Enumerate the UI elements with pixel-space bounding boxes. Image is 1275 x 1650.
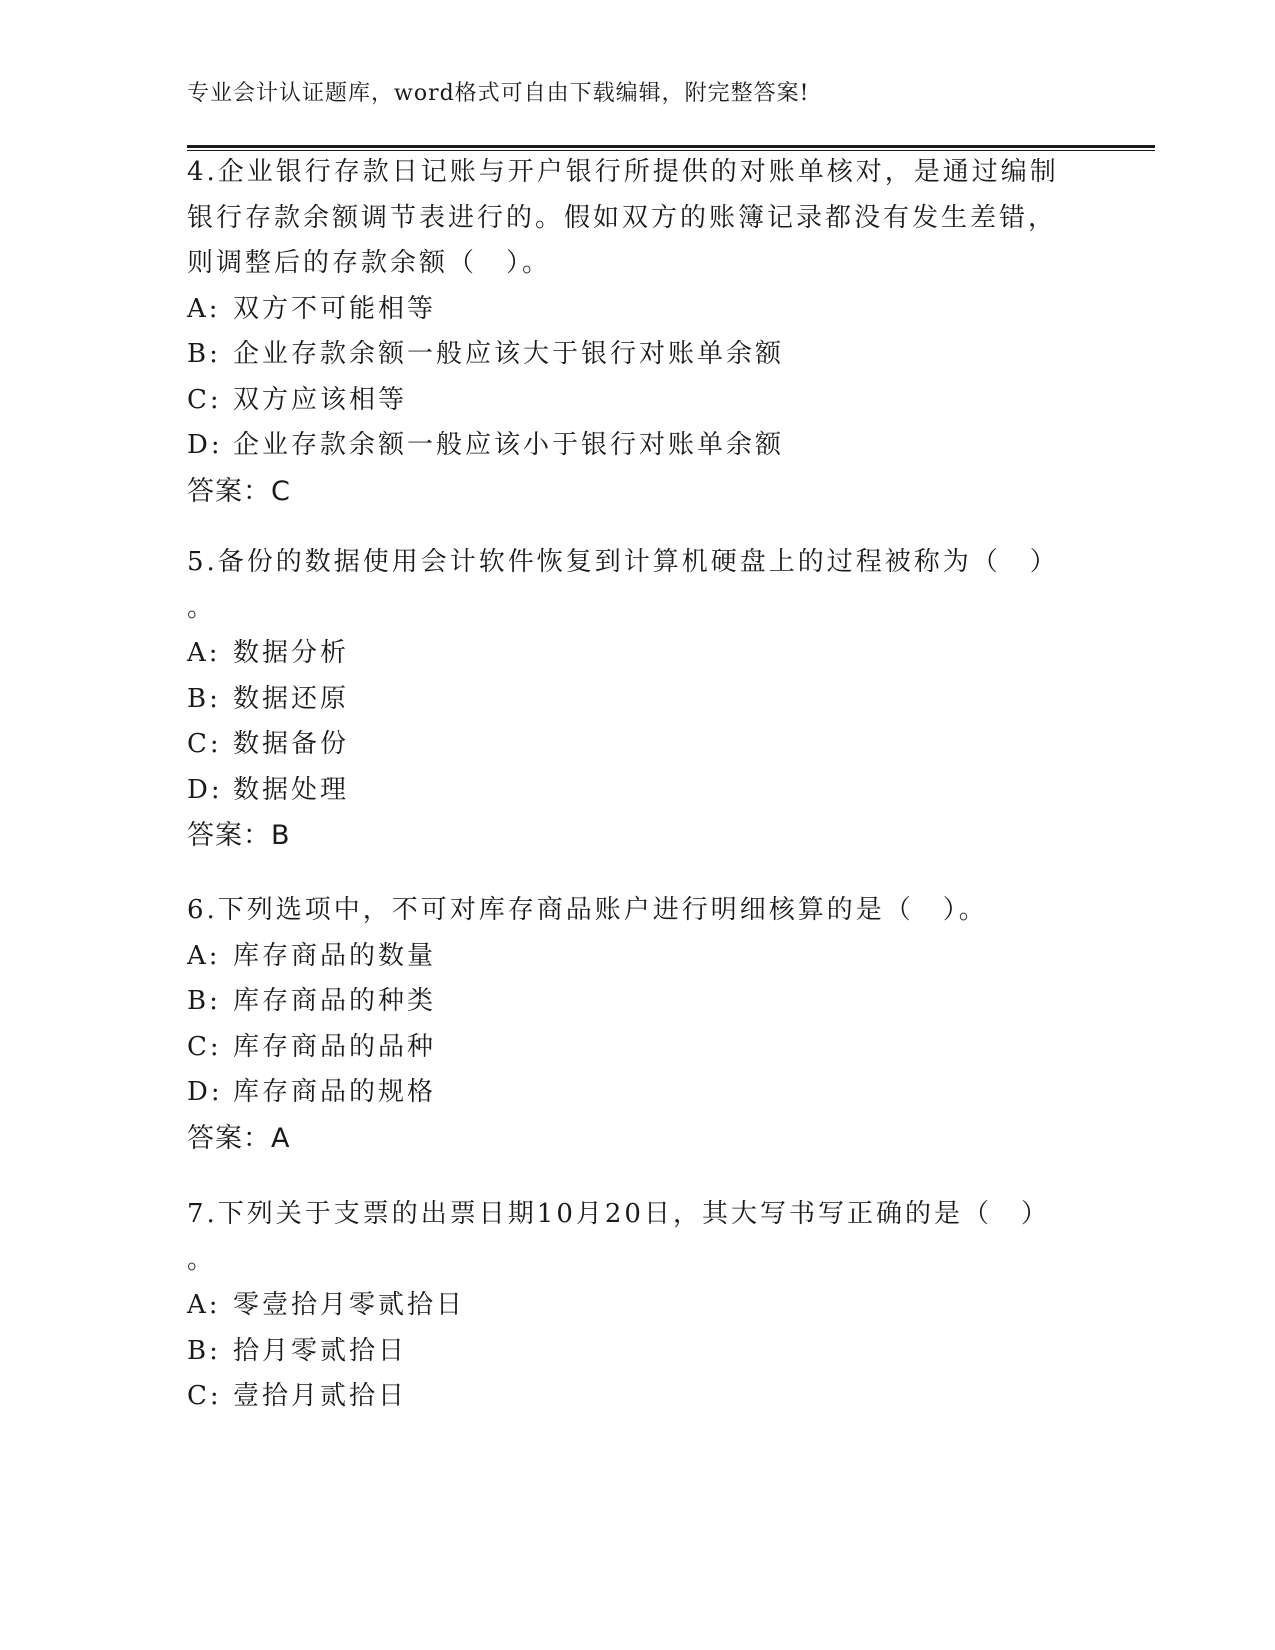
- option-text: 数据处理: [233, 774, 350, 805]
- option-key: C:: [187, 384, 222, 415]
- question-6-option-d: [187, 1070, 1087, 1116]
- option-text: 零壹拾月零贰拾日: [233, 1290, 466, 1320]
- question-4-line-2: 银行存款余额调节表进行的。假如双方的账簿记录都没有发生差错，: [187, 202, 1058, 233]
- option-text: 拾月零贰拾日: [233, 1335, 408, 1366]
- option-key: D:: [187, 430, 223, 460]
- question-6-answer: 答案：A: [187, 1122, 291, 1154]
- option-text: 数据还原: [233, 683, 350, 714]
- header-text: 专业会计认证题库，word格式可自由下载编辑，附完整答案!: [187, 81, 810, 106]
- question-7-option-c: [187, 1374, 1087, 1420]
- option-key: B:: [187, 339, 221, 369]
- option-key: C:: [187, 1031, 222, 1062]
- option-key: D:: [187, 1077, 223, 1107]
- question-6: [187, 888, 1087, 1161]
- question-5-answer: 答案：B: [187, 820, 291, 851]
- question-4-option-c: [187, 378, 1087, 424]
- option-text: 数据备份: [233, 729, 350, 759]
- option-text: 库存商品的种类: [233, 986, 437, 1016]
- option-key: B:: [187, 1335, 221, 1366]
- header-divider-thick: [187, 145, 1155, 148]
- question-5-option-b: [187, 677, 1087, 723]
- question-5-option-c: [187, 722, 1087, 768]
- question-4-option-b: [187, 332, 1087, 378]
- option-key: A:: [187, 293, 221, 324]
- question-5-line-1: 5.备份的数据使用会计软件恢复到计算机硬盘上的过程被称为（ ）: [187, 547, 1059, 577]
- question-4-option-a: [187, 287, 1087, 333]
- option-text: 企业存款余额一般应该小于银行对账单余额: [233, 430, 785, 460]
- option-key: B:: [187, 986, 221, 1016]
- question-5-option-a: [187, 631, 1087, 677]
- question-7-option-b: [187, 1329, 1087, 1375]
- option-text: 库存商品的规格: [233, 1077, 437, 1107]
- question-6-option-b: [187, 979, 1087, 1025]
- option-text: 双方应该相等: [233, 384, 408, 415]
- question-7-line-2: 。: [187, 1244, 217, 1275]
- question-4-option-d: [187, 423, 1087, 469]
- option-key: A:: [187, 638, 221, 668]
- question-7: [187, 1192, 1087, 1420]
- option-key: B:: [187, 683, 221, 714]
- option-key: A:: [187, 1290, 221, 1320]
- question-6-option-a: [187, 934, 1087, 980]
- question-7-option-a: [187, 1283, 1087, 1329]
- question-5: [187, 540, 1087, 859]
- question-5-line-2: 。: [187, 592, 217, 623]
- option-key: C:: [187, 729, 222, 759]
- option-text: 库存商品的数量: [233, 940, 437, 971]
- question-4-line-3: 则调整后的存款余额（ ）。: [187, 248, 552, 278]
- option-key: A:: [187, 940, 221, 971]
- question-6-option-c: [187, 1025, 1087, 1071]
- option-text: 壹拾月贰拾日: [233, 1381, 408, 1411]
- question-4-line-1: 4.企业银行存款日记账与开户银行所提供的对账单核对，是通过编制: [187, 157, 1059, 187]
- question-6-line-1: 6.下列选项中，不可对库存商品账户进行明细核算的是（ ）。: [187, 895, 988, 925]
- option-key: C:: [187, 1381, 222, 1411]
- option-text: 企业存款余额一般应该大于银行对账单余额: [233, 339, 785, 369]
- question-4: [187, 150, 1087, 514]
- question-4-answer: 答案：C: [187, 475, 291, 507]
- option-text: 双方不可能相等: [233, 293, 437, 324]
- option-text: 库存商品的品种: [233, 1031, 437, 1062]
- question-5-option-d: [187, 768, 1087, 814]
- option-text: 数据分析: [233, 638, 350, 668]
- option-key: D:: [187, 774, 223, 805]
- question-7-line-1: 7.下列关于支票的出票日期10月20日，其大写书写正确的是（ ）: [187, 1199, 1050, 1229]
